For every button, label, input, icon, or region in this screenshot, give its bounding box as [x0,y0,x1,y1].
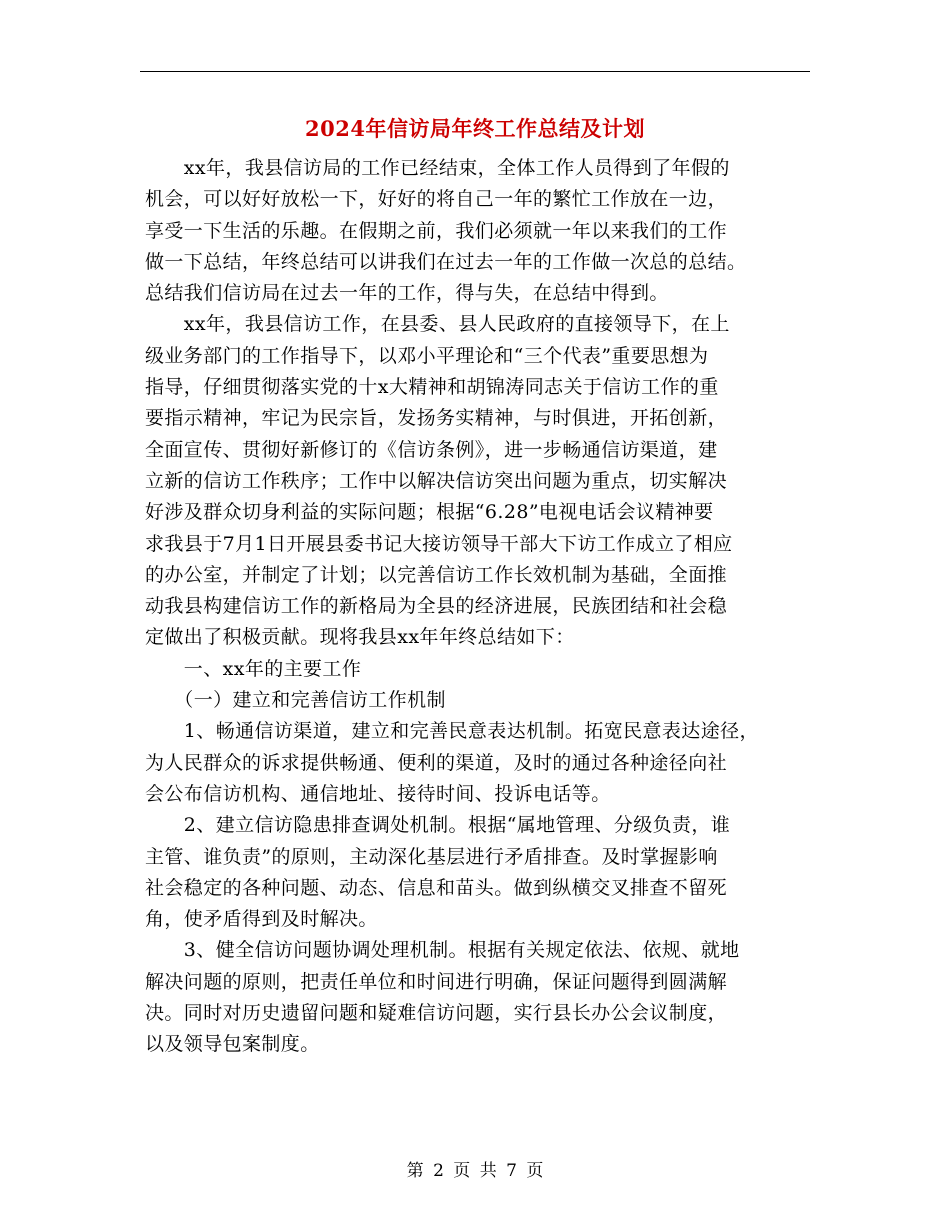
body-line: 做一下总结，年终总结可以讲我们在过去一年的工作做一次总的总结。 [145,250,747,273]
body-line: 3、健全信访问题协调处理机制。根据有关规定依法、依规、就地 [145,939,740,962]
header-rule [140,71,810,72]
body-line: 要指示精神，牢记为民宗旨，发扬务实精神，与时俱进，开拓创新， [145,407,728,430]
body-line: 好涉及群众切身利益的实际问题；根据“6.28”电视电话会议精神要 [145,501,714,524]
subsection-heading: （一）建立和完善信访工作机制 [145,689,446,712]
page-number: 第 2 页 共 7 页 [406,1161,544,1181]
document-title: 2024年信访局年终工作总结及计划 [305,116,645,141]
body-line: 指导，仔细贯彻落实党的十x大精神和胡锦涛同志关于信访工作的重 [145,376,719,399]
body-line: xx年，我县信访工作，在县委、县人民政府的直接领导下，在上 [145,313,730,336]
body-line: 定做出了积极贡献。现将我县xx年年终总结如下： [145,626,575,649]
body-line: 动我县构建信访工作的新格局为全县的经济进展，民族团结和社会稳 [145,595,728,618]
body-line: 级业务部门的工作指导下，以邓小平理论和“三个代表”重要思想为 [145,344,709,367]
body-line: 享受一下生活的乐趣。在假期之前，我们必须就一年以来我们的工作 [145,219,728,242]
body-line: 主管、谁负责”的原则，主动深化基层进行矛盾排查。及时掌握影响 [145,845,718,868]
body-line: 为人民群众的诉求提供畅通、便利的渠道，及时的通过各种途径向社 [145,751,728,774]
body-line: 决。同时对历史遗留问题和疑难信访问题，实行县长办公会议制度， [145,1002,728,1025]
body-line: 以及领导包案制度。 [145,1033,320,1056]
body-line: 1、畅通信访渠道，建立和完善民意表达机制。拓宽民意表达途径， [145,720,759,743]
body-line: 机会，可以好好放松一下，好好的将自己一年的繁忙工作放在一边， [145,188,728,211]
body-line: 总结我们信访局在过去一年的工作，得与失，在总结中得到。 [145,282,669,305]
body-line: 会公布信访机构、通信地址、接待时间、投诉电话等。 [145,782,611,805]
body-line: 的办公室，并制定了计划；以完善信访工作长效机制为基础，全面推 [145,563,728,586]
body-line: 立新的信访工作秩序；工作中以解决信访突出问题为重点，切实解决 [145,469,728,492]
body-line: 全面宣传、贯彻好新修订的《信访条例》，进一步畅通信访渠道，建 [145,438,718,461]
body-line: xx年，我县信访局的工作已经结束，全体工作人员得到了年假的 [145,157,730,179]
body-line: 2、建立信访隐患排查调处机制。根据“属地管理、分级负责，谁 [145,814,731,837]
document-body [145,153,815,1061]
section-heading: 一、xx年的主要工作 [145,657,362,680]
body-line: 社会稳定的各种问题、动态、信息和苗头。做到纵横交叉排查不留死 [145,876,728,899]
body-line: 求我县于7月1日开展县委书记大接访领导干部大下访工作成立了相应 [145,532,733,555]
body-line: 角，使矛盾得到及时解决。 [145,908,378,931]
body-line: 解决问题的原则，把责任单位和时间进行明确，保证问题得到圆满解 [145,970,728,993]
